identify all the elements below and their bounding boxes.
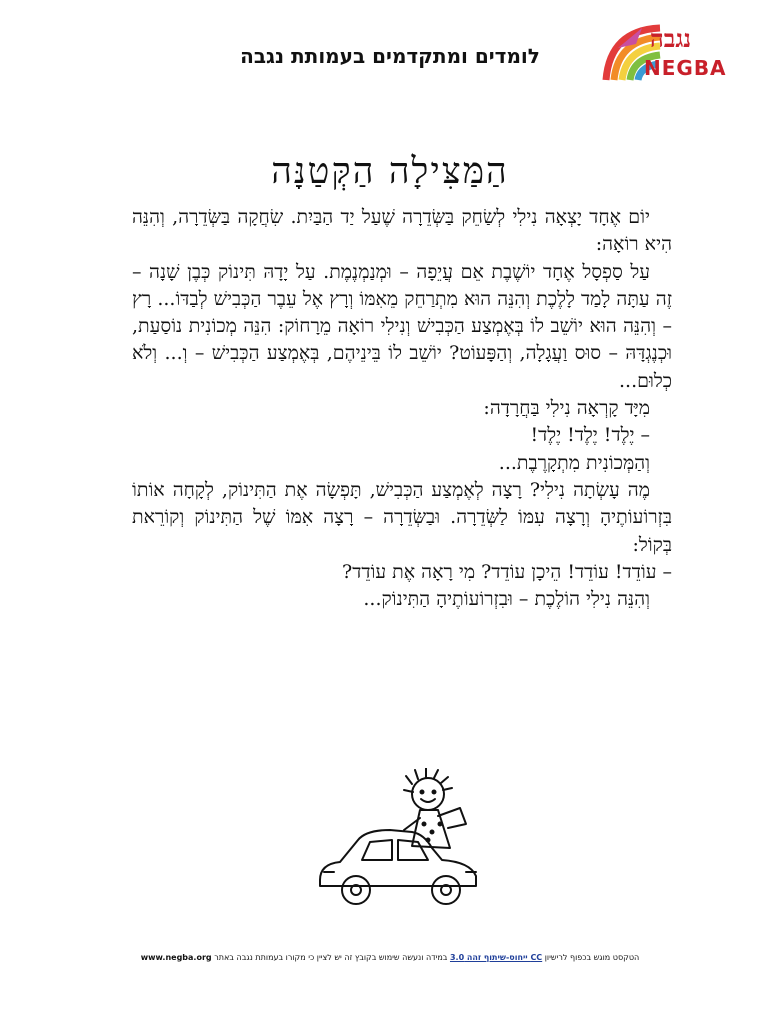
story-paragraph: עַל סַפְסָל אֶחָד יוֹשֶׁבֶת אֵם עֲיֵפָה – וּמְנַמְנֶמֶת. עַל יָדָהּ תִּינוֹק כְּבֶן שָׁנָה – זֶה עַתָּה לָמַד לָלֶכֶת וְהִנֵּה הוּא מִתְרַחֵק מֵאִמּוֹ וְרָץ אֶל עֵבֶר הַכְּבִישׁ לְבַדּוֹ... רָץ – וְהִנֵּה הוּא יוֹשֵׁב לוֹ בְּאֶמְצַע הַכְּבִישׁ וְנִילִי רוֹאָה מֵרָחוֹק: הִנֵּה מְכוֹנִית נוֹסַעַת, וּכְנֶגְדָּהּ – סוּס וַעֲגָלָה, וְהַפָּעוֹט? יוֹשֵׁב לוֹ בֵּינֵיהֶם, בְּאֶמְצַע הַכְּבִישׁ – וְ... וְלֹא כְלוּם... — [132, 260, 672, 392]
license-link[interactable]: CC ייחוס-שיתוף זהה 3.0 — [449, 953, 543, 962]
story-paragraph: מִיָּד קָרְאָה נִילִי בַּחֲרָדָה: — [483, 397, 650, 420]
story-dialogue: – עוֹדֵד! עוֹדֵד! הֵיכָן עוֹדֵד? מִי רָאָה אֶת עוֹדֵד? — [342, 560, 672, 583]
story-paragraph: וְהַמְּכוֹנִית מִתְקָרֶבֶת... — [498, 451, 650, 474]
girl-and-car-illustration — [300, 768, 500, 918]
story-body — [132, 204, 672, 613]
footer-license — [80, 953, 700, 962]
story-paragraph: מֶה עָשְׂתָה נִילִי? רָצָה לְאֶמְצַע הַכְּבִישׁ, תָּפְשָׂה אֶת הַתִּינוֹק, לְקָחָה אוֹתוֹ בִּזְרוֹעוֹתֶיהָ וְרָצָה עִמּוֹ לַשְּׂדֵרָה. וּבַשְּׂדֵרָה – רָצָה אִמּוֹ שֶׁל הַתִּינוֹק וְקוֹרֵאת בְּקוֹל: — [132, 478, 672, 556]
story-title: הַמַּצִּילָה הַקְּטַנָּה — [271, 151, 509, 192]
story-dialogue: – יֶלֶד! יֶלֶד! יֶלֶד! — [530, 424, 650, 447]
logo-hebrew-text: נגבה — [650, 24, 692, 53]
story-paragraph: יוֹם אֶחָד יָצְאָה נִילִי לְשַׂחֵק בַּשְּׂדֵרָה שֶׁעַל יַד הַבַּיִת. שִׂחֲקָה בַּשְּׂדֵרָה, וְהִנֵּה הִיא רוֹאָה: — [132, 206, 672, 256]
page-header-title: לומדים ומתקדמים בעמותת נגבה — [240, 44, 540, 68]
logo-latin-text: NEGBA — [644, 56, 727, 80]
footer-text-end: במידה ונעשה שימוש בקובץ זה יש לציין כי מקורו בעמותת נגבה באתר — [214, 953, 448, 962]
negba-logo — [600, 18, 760, 88]
website-link[interactable]: www.negba.org — [140, 953, 212, 962]
car-drawing-icon — [300, 768, 500, 918]
story-paragraph: וְהִנֵּה נִילִי הוֹלֶכֶת – וּבִזְרוֹעוֹתֶיהָ הַתִּינוֹק... — [363, 588, 650, 611]
footer-text-start: הטקסט מוגש בכפוף לרישיון — [544, 953, 640, 962]
